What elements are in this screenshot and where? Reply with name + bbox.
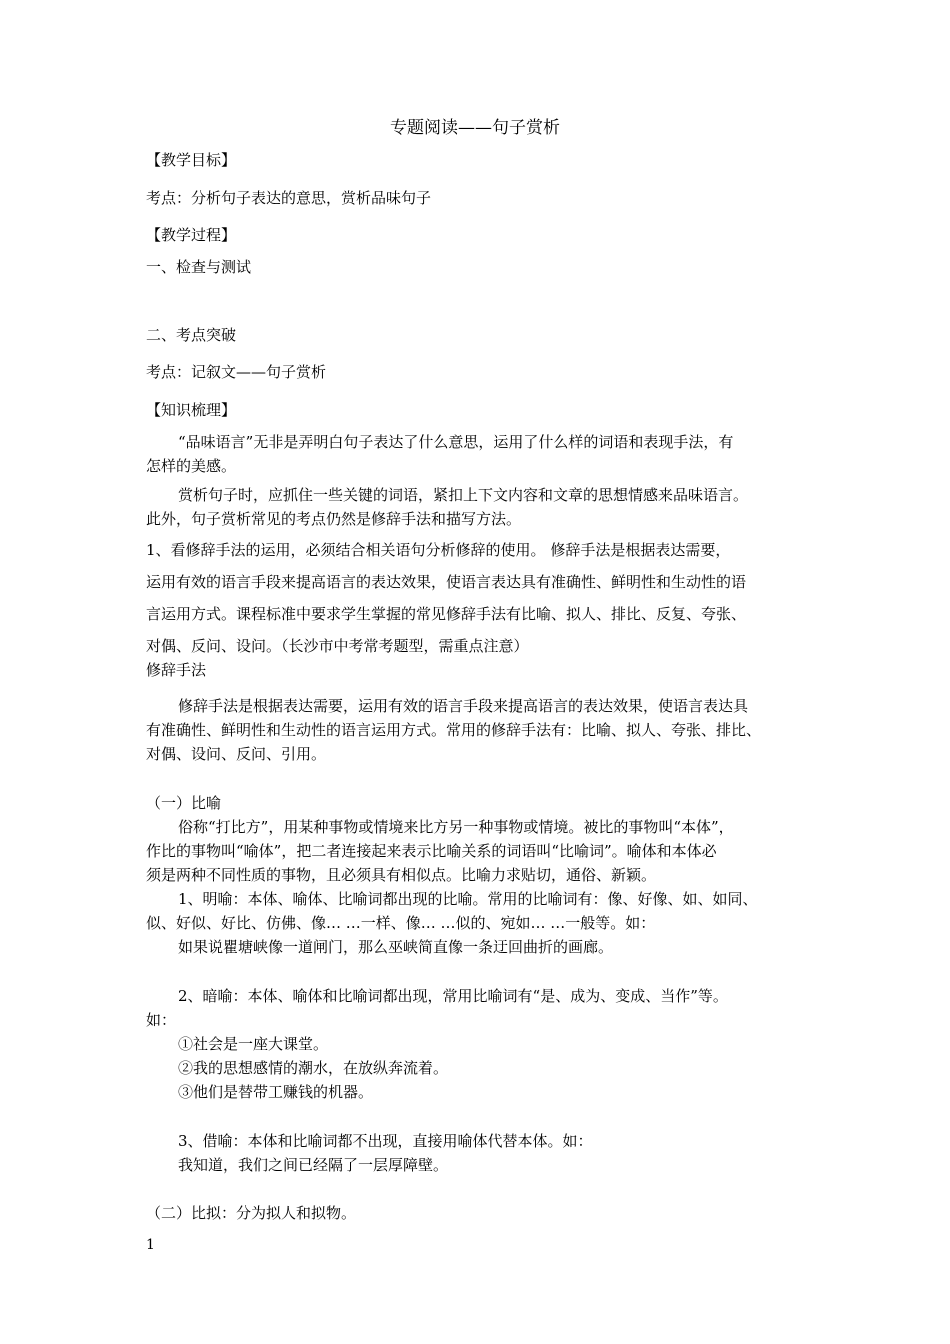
paragraph-line: 如：	[146, 1011, 177, 1029]
paragraph-line: 有准确性、鲜明性和生动性的语言运用方式。常用的修辞手法有：比喻、拟人、夸张、排比、	[146, 721, 762, 739]
paragraph-line: 运用有效的语言手段来提高语言的表达效果，使语言表达具有准确性、鲜明性和生动性的语	[146, 573, 747, 591]
paragraph-line: 似、好似、好比、仿佛、像… …一样、像… …似的、宛如… …一般等。如：	[146, 914, 656, 932]
heading-rhetoric: 修辞手法	[146, 661, 207, 679]
page-number: 1	[146, 1237, 155, 1253]
paragraph-line: 1、看修辞手法的运用，必须结合相关语句分析修辞的使用。 修辞手法是根据表达需要，	[146, 541, 731, 559]
section-check-and-test: 一、检查与测试	[146, 258, 252, 276]
paragraph-line: 1、明喻：本体、喻体、比喻词都出现的比喻。常用的比喻词有：像、好像、如、如同、	[178, 890, 758, 908]
paragraph-line: 赏析句子时，应抓住一些关键的词语，紧扣上下文内容和文章的思想情感来品味语言。	[178, 486, 749, 504]
document-title: 专题阅读——句子赏析	[390, 118, 560, 138]
heading-personification: （二）比拟：分为拟人和拟物。	[146, 1204, 357, 1222]
paragraph-line: 俗称“打比方”，用某种事物或情境来比方另一种事物或情境。被比的事物叫“本体”，	[178, 818, 734, 836]
example-line: ②我的思想感情的潮水，在放纵奔流着。	[178, 1059, 449, 1077]
heading-teaching-goals: 【教学目标】	[146, 151, 237, 169]
paragraph-line: 须是两种不同性质的事物，且必须具有相似点。比喻力求贴切，通俗、新颖。	[146, 866, 657, 884]
paragraph-line: 此外，句子赏析常见的考点仍然是修辞手法和描写方法。	[146, 510, 522, 528]
paragraph-line: 2、暗喻：本体、喻体和比喻词都出现，常用比喻词有“是、成为、变成、当作”等。	[178, 987, 728, 1005]
paragraph-line: 作比的事物叫“喻体”，把二者连接起来表示比喻关系的词语叫“比喻词”。喻体和本体必	[146, 842, 717, 860]
heading-teaching-process: 【教学过程】	[146, 226, 237, 244]
exam-point-line: 考点：分析句子表达的意思，赏析品味句子	[146, 189, 432, 207]
paragraph-line: 对偶、设问、反问、引用。	[146, 745, 327, 763]
paragraph-line: 言运用方式。课程标准中要求学生掌握的常见修辞手法有比喻、拟人、排比、反复、夸张、	[146, 605, 747, 623]
example-line: 我知道，我们之间已经隔了一层厚障壁。	[178, 1156, 449, 1174]
example-line: ③他们是替带工赚钱的机器。	[178, 1083, 374, 1101]
heading-metaphor: （一）比喻	[146, 794, 222, 812]
exam-point-narrative: 考点：记叙文——句子赏析	[146, 363, 327, 381]
example-line: 如果说瞿塘峡像一道闸门，那么巫峡简直像一条迂回曲折的画廊。	[178, 938, 614, 956]
heading-knowledge-summary: 【知识梳理】	[146, 401, 237, 419]
section-breakthrough: 二、考点突破	[146, 326, 237, 344]
paragraph-line: 3、借喻：本体和比喻词都不出现，直接用喻体代替本体。如：	[178, 1132, 593, 1150]
paragraph-line: “品味语言”无非是弄明白句子表达了什么意思，运用了什么样的词语和表现手法，有	[178, 433, 734, 451]
example-line: ①社会是一座大课堂。	[178, 1035, 329, 1053]
paragraph-line: 对偶、反问、设问。（长沙市中考常考题型，需重点注意）	[146, 637, 529, 655]
paragraph-line: 怎样的美感。	[146, 457, 237, 475]
paragraph-line: 修辞手法是根据表达需要，运用有效的语言手段来提高语言的表达效果，使语言表达具	[178, 697, 749, 715]
